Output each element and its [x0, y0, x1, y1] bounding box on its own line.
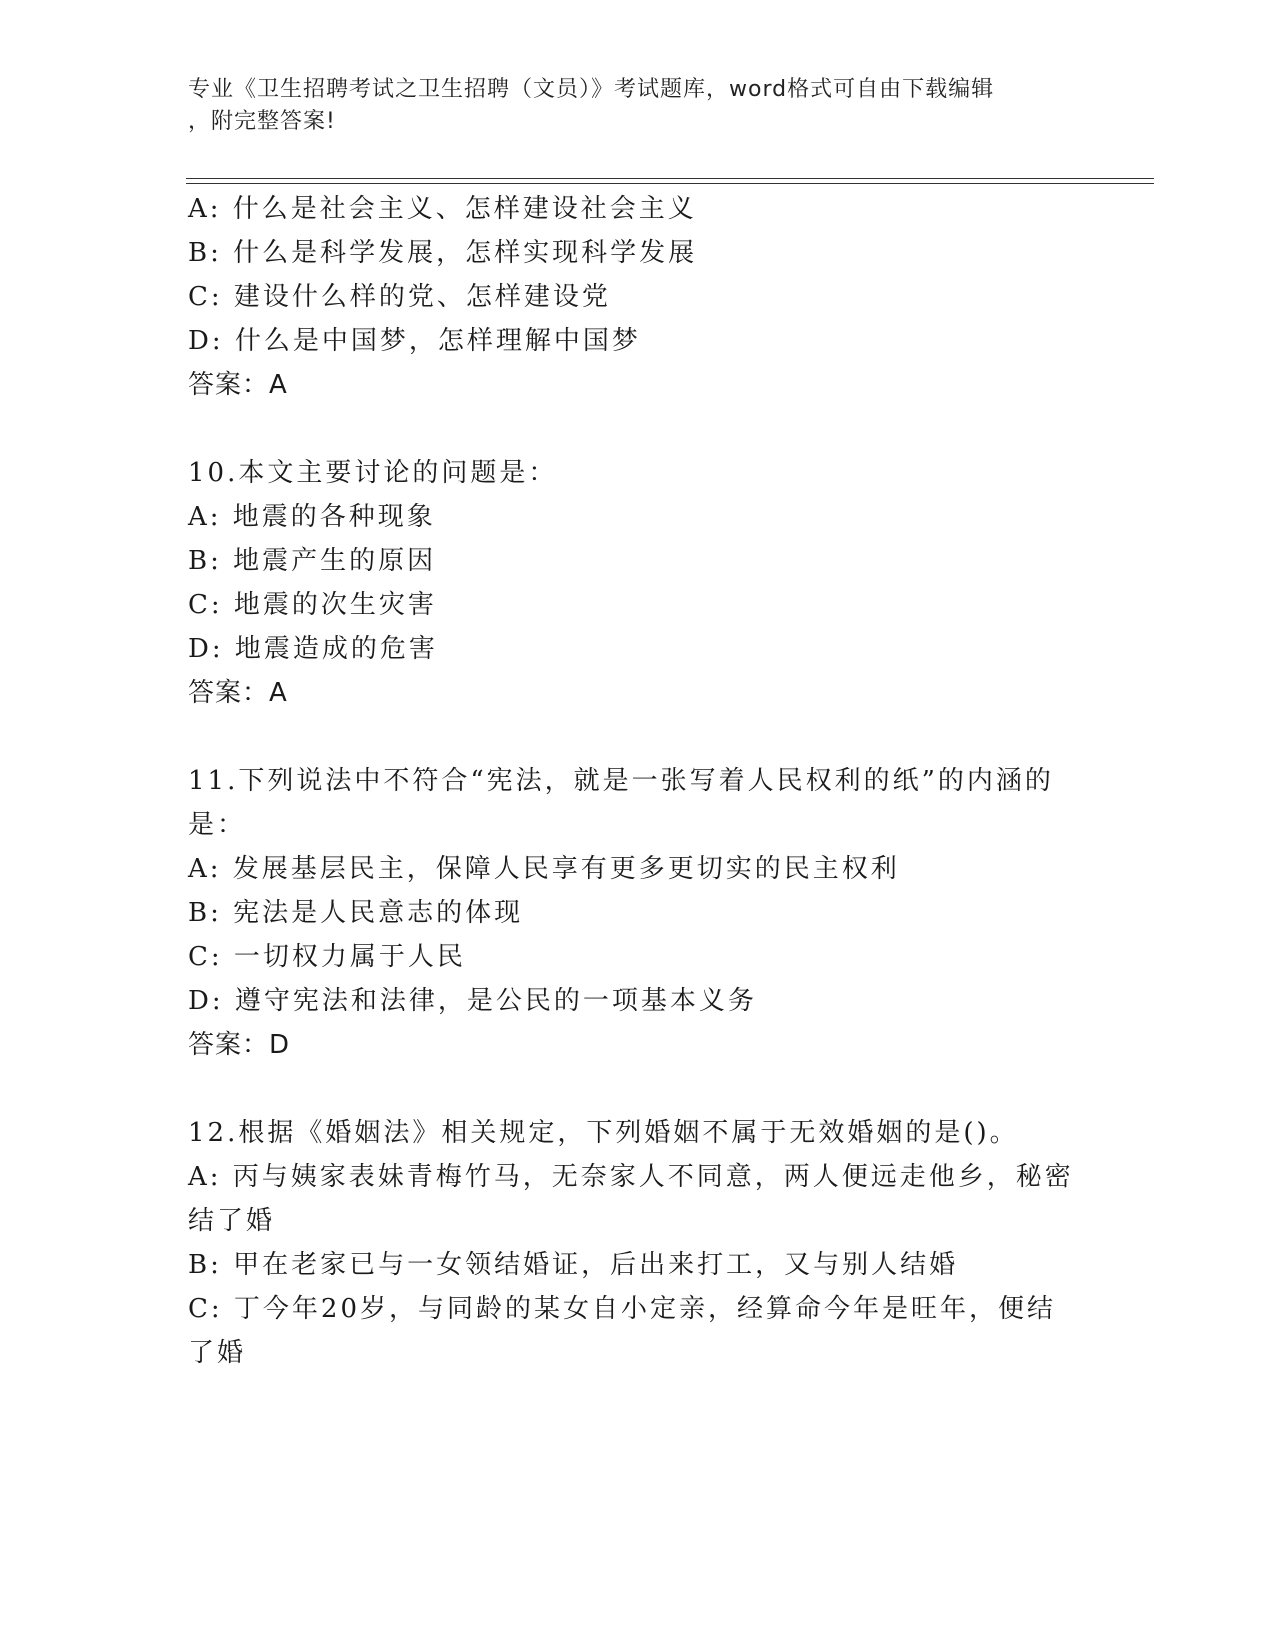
q11-option-d: D: 遵守宪法和法律，是公民的一项基本义务 — [188, 986, 757, 1016]
header-divider-top — [186, 178, 1154, 179]
header-divider-bottom — [186, 183, 1154, 184]
q12-option-c-line-2: 了婚 — [188, 1338, 247, 1368]
q10-answer: 答案：A — [188, 678, 288, 708]
header-line-2: ，附完整答案! — [188, 109, 336, 134]
q12-option-a-line-1: A: 丙与姨家表妹青梅竹马，无奈家人不同意，两人便远走他乡，秘密 — [188, 1162, 1074, 1192]
header-line-1: 专业《卫生招聘考试之卫生招聘（文员）》考试题库，word格式可自由下载编辑 — [188, 77, 995, 102]
q9-answer: 答案：A — [188, 370, 288, 400]
q12-option-b: B: 甲在老家已与一女领结婚证，后出来打工，又与别人结婚 — [188, 1250, 959, 1280]
q9-option-a: A: 什么是社会主义、怎样建设社会主义 — [188, 194, 697, 224]
q10-option-a: A: 地震的各种现象 — [188, 502, 436, 532]
q12-option-a-line-2: 结了婚 — [188, 1206, 276, 1236]
q12-stem: 12.根据《婚姻法》相关规定，下列婚姻不属于无效婚姻的是()。 — [188, 1118, 1019, 1148]
q10-option-c: C: 地震的次生灾害 — [188, 590, 437, 620]
q11-option-c: C: 一切权力属于人民 — [188, 942, 466, 972]
q11-stem-line-1: 11.下列说法中不符合“宪法，就是一张写着人民权利的纸”的内涵的 — [188, 766, 1054, 796]
document-header — [188, 74, 1068, 138]
q10-option-b: B: 地震产生的原因 — [188, 546, 437, 576]
q11-option-b: B: 宪法是人民意志的体现 — [188, 898, 524, 928]
q11-option-a: A: 发展基层民主，保障人民享有更多更切实的民主权利 — [188, 854, 900, 884]
q9-option-d: D: 什么是中国梦，怎样理解中国梦 — [188, 326, 641, 356]
q9-option-c: C: 建设什么样的党、怎样建设党 — [188, 282, 611, 312]
q9-option-b: B: 什么是科学发展，怎样实现科学发展 — [188, 238, 698, 268]
q10-option-d: D: 地震造成的危害 — [188, 634, 438, 664]
q11-answer: 答案：D — [188, 1030, 291, 1060]
q11-stem-line-2: 是： — [188, 810, 247, 840]
q10-stem: 10.本文主要讨论的问题是： — [188, 458, 558, 488]
q12-option-c-line-1: C: 丁今年20岁，与同龄的某女自小定亲，经算命今年是旺年，便结 — [188, 1294, 1057, 1324]
